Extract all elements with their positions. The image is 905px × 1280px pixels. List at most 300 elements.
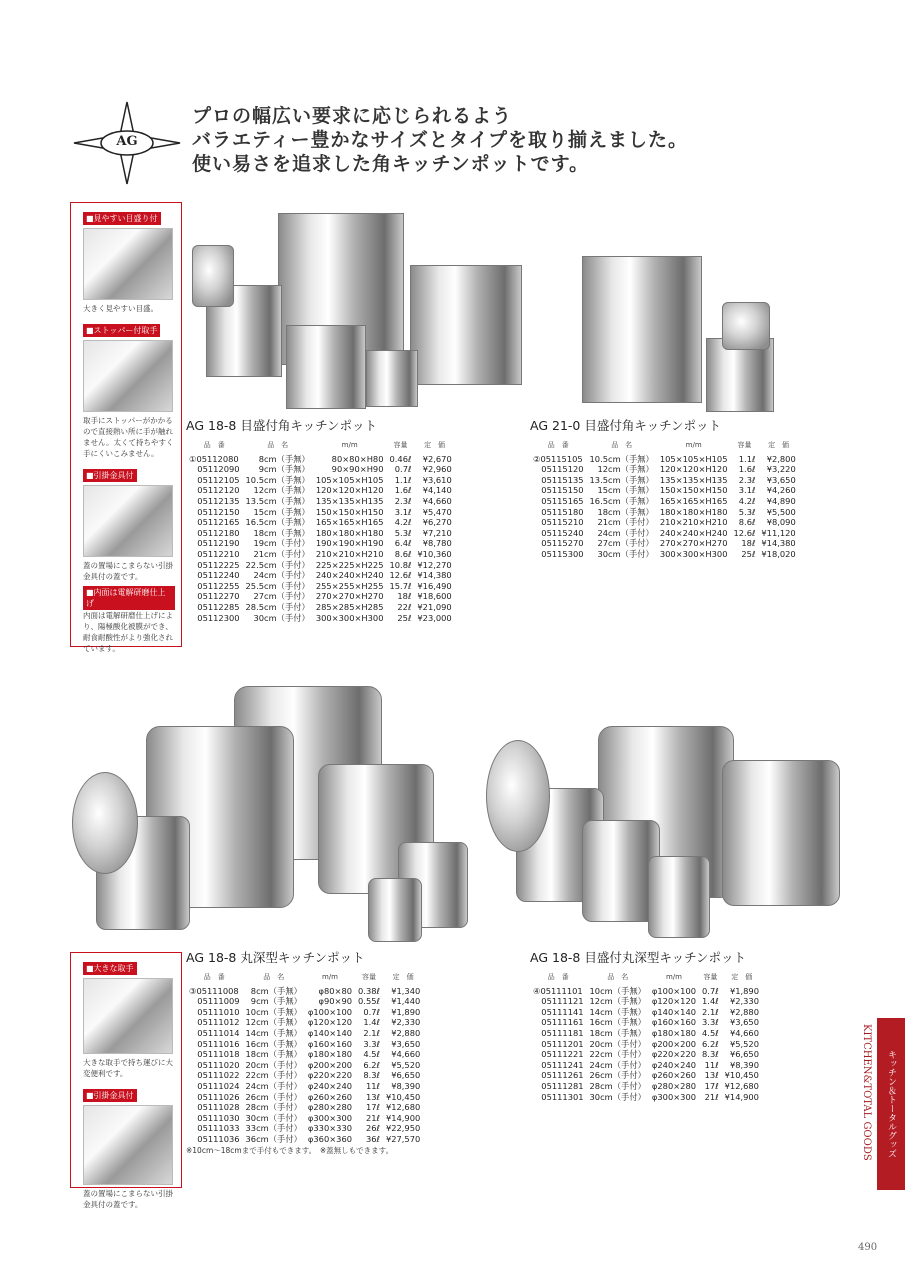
cell-name: 16.5cm（手無） — [245, 517, 310, 528]
spec-table — [186, 440, 455, 623]
cell-name: 18cm（手無） — [589, 1027, 646, 1038]
cell-size: 105×105×H105 — [315, 474, 384, 485]
cell-price: ¥10,360 — [417, 548, 452, 559]
cell-capacity: 4.2ℓ — [394, 517, 412, 528]
table-body — [186, 454, 455, 624]
cell-price: ¥6,650 — [391, 1070, 421, 1081]
pot-image — [368, 878, 422, 942]
cell-code: 05111281 — [533, 1080, 584, 1091]
feature-desc: 大きな取手で持ち運びに大変便利です。 — [83, 1058, 173, 1078]
cell-capacity: 21ℓ — [704, 1091, 719, 1102]
cell-price: ¥5,470 — [422, 506, 452, 517]
table-row — [186, 1017, 423, 1028]
cell-size: 135×135×H135 — [659, 474, 728, 485]
cell-size: 210×210×H210 — [315, 548, 384, 559]
table-row — [530, 464, 799, 475]
cell-name: 30cm（手付） — [245, 1112, 302, 1123]
cell-name: 30cm（手付） — [597, 548, 654, 559]
cell-capacity: 8.6ℓ — [738, 517, 756, 528]
product-block-2 — [530, 416, 799, 560]
pot-image — [648, 856, 710, 938]
cell-size: φ120×120 — [651, 996, 697, 1007]
table-row — [530, 485, 799, 496]
lid-image — [722, 302, 770, 350]
table-row — [186, 1123, 423, 1134]
feature-block — [83, 206, 175, 314]
cell-name: 12cm（手無） — [245, 1017, 302, 1028]
feature-tag: ■見やすい目盛り付 — [83, 212, 161, 225]
table-row — [186, 549, 455, 560]
cell-code: 05111026 — [189, 1091, 240, 1102]
table-row — [530, 1028, 762, 1039]
cell-capacity: 0.7ℓ — [394, 464, 412, 475]
cell-size: 240×240×H240 — [315, 570, 384, 581]
cell-capacity: 3.3ℓ — [363, 1038, 380, 1049]
cell-code: ①05112080 — [189, 453, 239, 464]
cell-capacity: 13ℓ — [365, 1091, 380, 1102]
col-cap: 容量 — [393, 441, 408, 449]
cell-capacity: 6.4ℓ — [394, 538, 412, 549]
cell-price: ¥2,330 — [729, 996, 759, 1007]
feature-block — [83, 1083, 175, 1210]
product-block-4 — [530, 948, 762, 1102]
product-block-3 — [186, 948, 423, 1156]
cell-code: 05112150 — [189, 506, 240, 517]
cell-code: 05111221 — [533, 1049, 584, 1060]
cell-size: φ140×140 — [651, 1006, 697, 1017]
cell-size: 210×210×H210 — [659, 517, 728, 528]
cell-price: ¥1,340 — [391, 985, 421, 996]
cell-capacity: 17ℓ — [365, 1102, 380, 1113]
cell-capacity: 2.3ℓ — [738, 474, 756, 485]
cell-name: 24cm（手付） — [589, 1059, 646, 1070]
cell-price: ¥4,660 — [729, 1027, 759, 1038]
table-row — [530, 1092, 762, 1103]
cell-code: 05115210 — [533, 517, 584, 528]
cell-code: 05111028 — [189, 1102, 240, 1113]
cell-price: ¥6,650 — [729, 1049, 759, 1060]
col-mm: m/m — [341, 441, 358, 449]
cell-price: ¥12,680 — [724, 1080, 759, 1091]
cell-name: 16.5cm（手無） — [589, 495, 654, 506]
cell-size: 240×240×H240 — [659, 527, 728, 538]
table-row — [186, 517, 455, 528]
cell-code: 05111016 — [189, 1038, 240, 1049]
cell-name: 28cm（手付） — [245, 1102, 302, 1113]
cell-name: 18cm（手無） — [597, 506, 654, 517]
cell-size: 255×255×H255 — [315, 580, 384, 591]
table-row — [186, 496, 455, 507]
table-row — [186, 1060, 423, 1071]
cell-code: 05112285 — [189, 601, 240, 612]
feature-desc: 取手にストッパーがかかるので直接熱い所に手が触れません。太くて持ちやすく手にくいこみません。 — [83, 416, 174, 458]
cell-size: 165×165×H165 — [315, 517, 384, 528]
cell-name: 27cm（手付） — [253, 591, 310, 602]
cell-code: ②05115105 — [533, 453, 583, 464]
cell-size: φ260×260 — [651, 1070, 697, 1081]
feature-desc: 大きく見やすい目盛。 — [83, 304, 158, 313]
cell-name: 33cm（手付） — [245, 1123, 302, 1134]
cell-code: 05111012 — [189, 1017, 240, 1028]
cell-size: φ100×100 — [651, 985, 697, 996]
cell-name: 28cm（手付） — [589, 1080, 646, 1091]
cell-code: 05111301 — [533, 1091, 584, 1102]
cell-price: ¥11,120 — [761, 527, 796, 538]
cell-size: 285×285×H285 — [315, 601, 384, 612]
cell-price: ¥21,090 — [417, 601, 452, 612]
spec-table — [186, 972, 423, 1145]
cell-code: 05115165 — [533, 495, 584, 506]
cell-size: φ100×100 — [307, 1006, 353, 1017]
cell-price: ¥14,380 — [761, 538, 796, 549]
table-body — [530, 986, 762, 1103]
table-body — [186, 986, 423, 1145]
feature-tag: ■引掛金具付 — [83, 1089, 137, 1102]
cell-capacity: 4.5ℓ — [363, 1049, 380, 1060]
cell-size: φ200×200 — [651, 1038, 697, 1049]
cell-code: 05115270 — [533, 538, 584, 549]
cell-name: 22cm（手付） — [245, 1070, 302, 1081]
cell-code: 05111121 — [533, 996, 584, 1007]
cell-code: 05115120 — [533, 464, 584, 475]
cell-capacity: 18ℓ — [741, 538, 756, 549]
cell-capacity: 36ℓ — [365, 1133, 380, 1144]
cell-capacity: 18ℓ — [397, 591, 412, 602]
handle-photo — [83, 340, 173, 412]
cell-price: ¥5,520 — [391, 1059, 421, 1070]
cell-name: 22cm（手付） — [589, 1049, 646, 1060]
cell-name: 15cm（手無） — [253, 506, 310, 517]
feature-tag: ■引掛金具付 — [83, 469, 137, 482]
cell-size: 300×300×H300 — [659, 548, 728, 559]
cell-capacity: 25ℓ — [397, 612, 412, 623]
product-photo-square-18-8 — [186, 205, 531, 415]
table-row — [530, 1039, 762, 1050]
table-row — [186, 1092, 423, 1103]
cell-code: 05112135 — [189, 495, 240, 506]
cell-price: ¥14,380 — [417, 570, 452, 581]
large-handle-photo — [83, 978, 173, 1054]
cell-name: 10cm（手無） — [589, 985, 646, 996]
table-row — [530, 1007, 762, 1018]
cell-code: 05111018 — [189, 1049, 240, 1060]
lid-hook-photo — [83, 1105, 173, 1185]
product-photo-square-21-0 — [576, 250, 776, 415]
cell-name: 36cm（手付） — [245, 1133, 302, 1144]
cell-capacity: 15.7ℓ — [389, 580, 412, 591]
hook-photo — [83, 485, 173, 557]
cell-code: 05111009 — [189, 996, 240, 1007]
cell-capacity: 5.3ℓ — [394, 527, 412, 538]
table-row — [186, 560, 455, 571]
cell-name: 16cm（手無） — [589, 1017, 646, 1028]
table-row — [186, 1070, 423, 1081]
cell-price: ¥4,890 — [766, 495, 796, 506]
table-row — [186, 986, 423, 997]
col-price: 定 価 — [731, 973, 753, 981]
page-number: 490 — [858, 1242, 878, 1253]
cell-capacity: 26ℓ — [365, 1123, 380, 1134]
cell-price: ¥10,450 — [724, 1070, 759, 1081]
table-row — [530, 996, 762, 1007]
cell-price: ¥18,020 — [761, 548, 796, 559]
cell-name: 30cm（手付） — [589, 1091, 646, 1102]
cell-capacity: 1.4ℓ — [702, 996, 719, 1007]
cell-code: 05112190 — [189, 538, 240, 549]
cell-capacity: 1.1ℓ — [394, 474, 412, 485]
product-title: AG 18-8 丸深型キッチンポット — [186, 950, 365, 965]
col-price: 定 価 — [424, 441, 446, 449]
cell-size: φ280×280 — [651, 1080, 697, 1091]
product-block-1 — [186, 416, 455, 623]
header-line: プロの幅広い要求に応じられるよう — [192, 105, 513, 127]
col-mm: m/m — [685, 441, 702, 449]
table-header-row — [530, 972, 762, 986]
table-row — [530, 549, 799, 560]
category-label: KITCHEN&TOTAL GOODS — [861, 1024, 872, 1161]
cell-name: 14cm（手無） — [589, 1006, 646, 1017]
product-photo-round-deep — [72, 672, 472, 947]
cell-code: 05112270 — [189, 591, 240, 602]
cell-price: ¥8,090 — [766, 517, 796, 528]
feature-tag: ■内面は電解研磨仕上げ — [83, 586, 175, 610]
table-row — [186, 538, 455, 549]
cell-price: ¥27,570 — [385, 1133, 421, 1144]
col-cap: 容量 — [737, 441, 752, 449]
cell-price: ¥6,270 — [422, 517, 452, 528]
cell-size: 150×150×H150 — [315, 506, 384, 517]
table-row — [186, 464, 455, 475]
col-mm: m/m — [321, 973, 338, 981]
cell-price: ¥18,600 — [417, 591, 452, 602]
cell-price: ¥7,210 — [422, 527, 452, 538]
table-row — [186, 475, 455, 486]
table-row — [186, 591, 455, 602]
col-code: 品 番 — [547, 973, 569, 981]
feature-block — [83, 956, 175, 1079]
cell-size: 120×120×H120 — [315, 485, 384, 496]
cell-name: 30cm（手付） — [253, 612, 310, 623]
cell-capacity: 4.5ℓ — [702, 1027, 719, 1038]
cell-capacity: 22ℓ — [397, 601, 412, 612]
cell-price: ¥5,520 — [729, 1038, 759, 1049]
cell-capacity: 1.6ℓ — [394, 485, 412, 496]
cell-code: 05112090 — [189, 464, 240, 475]
cell-price: ¥22,950 — [385, 1123, 421, 1134]
cell-code: 05112240 — [189, 570, 240, 581]
product-photo-round-graduated — [486, 720, 850, 942]
table-row — [530, 1081, 762, 1092]
cell-price: ¥2,880 — [729, 1006, 759, 1017]
cell-name: 19cm（手付） — [253, 538, 310, 549]
cell-capacity: 8.6ℓ — [394, 548, 412, 559]
spec-table — [530, 972, 762, 1102]
cell-name: 10.5cm（手無） — [589, 453, 654, 464]
cell-price: ¥1,890 — [729, 985, 759, 996]
cell-size: φ280×280 — [307, 1102, 353, 1113]
table-row — [186, 1134, 423, 1145]
cell-name: 24cm（手付） — [253, 570, 310, 581]
cell-capacity: 1.1ℓ — [738, 453, 756, 464]
table-row — [186, 996, 423, 1007]
table-row — [186, 507, 455, 518]
col-code: 品 番 — [547, 441, 569, 449]
cell-capacity: 0.7ℓ — [702, 985, 719, 996]
cell-name: 12cm（手無） — [589, 996, 646, 1007]
cell-name: 10.5cm（手無） — [245, 474, 310, 485]
cell-name: 8cm（手無） — [258, 453, 310, 464]
pot-image — [722, 760, 840, 906]
cell-code: 05111024 — [189, 1080, 240, 1091]
feature-block — [83, 318, 175, 459]
cell-size: 135×135×H135 — [315, 495, 384, 506]
cell-capacity: 4.2ℓ — [738, 495, 756, 506]
cell-code: 05111261 — [533, 1070, 584, 1081]
cell-name: 15cm（手無） — [597, 485, 654, 496]
cell-capacity: 0.38ℓ — [358, 985, 380, 996]
cell-code: 05112165 — [189, 517, 240, 528]
cell-capacity: 0.7ℓ — [363, 1006, 380, 1017]
cell-price: ¥14,900 — [724, 1091, 759, 1102]
cell-capacity: 2.1ℓ — [702, 1006, 719, 1017]
cell-capacity: 11ℓ — [704, 1059, 719, 1070]
cell-name: 20cm（手付） — [589, 1038, 646, 1049]
cell-price: ¥4,140 — [422, 485, 452, 496]
cell-code: 05112120 — [189, 485, 240, 496]
table-row — [186, 1049, 423, 1060]
cell-price: ¥2,800 — [766, 453, 796, 464]
col-price: 定 価 — [392, 973, 414, 981]
table-row — [530, 475, 799, 486]
cell-name: 18cm（手無） — [253, 527, 310, 538]
cell-price: ¥4,660 — [391, 1049, 421, 1060]
cell-code: ④05111101 — [533, 985, 583, 996]
table-row — [186, 581, 455, 592]
cell-size: φ260×260 — [307, 1091, 353, 1102]
cell-size: φ120×120 — [307, 1017, 353, 1028]
cell-price: ¥2,880 — [391, 1027, 421, 1038]
table-row — [530, 507, 799, 518]
cell-size: 150×150×H150 — [659, 485, 728, 496]
cell-name: 24cm（手付） — [597, 527, 654, 538]
spec-table — [530, 440, 799, 560]
cell-code: 05111201 — [533, 1038, 584, 1049]
cell-price: ¥8,390 — [391, 1080, 421, 1091]
cell-size: φ180×180 — [307, 1049, 353, 1060]
cell-name: 14cm（手無） — [245, 1027, 302, 1038]
cell-capacity: 8.3ℓ — [702, 1049, 719, 1060]
feature-desc: 蓋の置場にこまらない引掛金具付の蓋です。 — [83, 1189, 173, 1209]
cell-capacity: 12.6ℓ — [733, 527, 756, 538]
col-code: 品 番 — [203, 441, 225, 449]
cell-capacity: 3.1ℓ — [394, 506, 412, 517]
cell-code: 05115300 — [533, 548, 584, 559]
cell-size: 105×105×H105 — [659, 453, 728, 464]
cell-size: 225×225×H225 — [315, 559, 384, 570]
cell-size: 270×270×H270 — [315, 591, 384, 602]
cell-code: 05111036 — [189, 1133, 240, 1144]
product-title: AG 18-8 目盛付角キッチンポット — [186, 418, 377, 433]
cell-price: ¥8,390 — [729, 1059, 759, 1070]
cell-price: ¥2,330 — [391, 1017, 421, 1028]
logo-text: AG — [116, 134, 138, 149]
cell-code: 05111033 — [189, 1123, 240, 1134]
cell-name: 12cm（手無） — [253, 485, 310, 496]
cell-price: ¥5,500 — [766, 506, 796, 517]
col-cap: 容量 — [361, 973, 376, 981]
cell-capacity: 11ℓ — [365, 1080, 380, 1091]
table-row — [530, 1017, 762, 1028]
cell-size: φ160×160 — [307, 1038, 353, 1049]
cell-name: 21cm（手付） — [597, 517, 654, 528]
cell-code: 05111030 — [189, 1112, 240, 1123]
table-row — [530, 538, 799, 549]
pot-image — [582, 256, 702, 403]
cell-name: 12cm（手無） — [597, 464, 654, 475]
cell-name: 24cm（手付） — [245, 1080, 302, 1091]
cell-size: 90×90×H90 — [331, 464, 384, 475]
cell-capacity: 21ℓ — [365, 1112, 380, 1123]
table-row — [186, 454, 455, 465]
cell-code: 05112210 — [189, 548, 240, 559]
table-row — [186, 485, 455, 496]
cell-size: φ240×240 — [651, 1059, 697, 1070]
cell-price: ¥1,890 — [391, 1006, 421, 1017]
cell-price: ¥3,650 — [391, 1038, 421, 1049]
cell-price: ¥8,780 — [422, 538, 452, 549]
feature-tag: ■大きな取手 — [83, 962, 137, 975]
cell-name: 28.5cm（手付） — [245, 601, 310, 612]
cell-capacity: 3.3ℓ — [702, 1017, 719, 1028]
cell-price: ¥16,490 — [417, 580, 452, 591]
cell-size: 180×180×H180 — [315, 527, 384, 538]
cell-name: 10cm（手無） — [245, 1006, 302, 1017]
cell-price: ¥12,680 — [385, 1102, 421, 1113]
col-name: 品 名 — [267, 441, 289, 449]
cell-size: φ180×180 — [651, 1027, 697, 1038]
cell-code: 05111020 — [189, 1059, 240, 1070]
cell-capacity: 12.6ℓ — [389, 570, 412, 581]
pot-image — [286, 325, 366, 409]
cell-code: 05115180 — [533, 506, 584, 517]
table-row — [530, 1060, 762, 1071]
table-row — [186, 1102, 423, 1113]
table-row — [186, 613, 455, 624]
cell-capacity: 5.3ℓ — [738, 506, 756, 517]
cell-price: ¥3,220 — [766, 464, 796, 475]
col-name: 品 名 — [263, 973, 285, 981]
cell-size: φ300×300 — [651, 1091, 697, 1102]
col-cap: 容量 — [703, 973, 718, 981]
sidebar-bottom — [83, 956, 175, 1210]
cell-price: ¥14,900 — [385, 1112, 421, 1123]
cell-size: φ220×220 — [307, 1070, 353, 1081]
table-row — [186, 1081, 423, 1092]
product-title: AG 21-0 目盛付角キッチンポット — [530, 418, 721, 433]
cell-code: 05111022 — [189, 1070, 240, 1081]
cell-size: φ240×240 — [307, 1080, 353, 1091]
cell-capacity: 3.1ℓ — [738, 485, 756, 496]
feature-desc: 蓋の置場にこまらない引掛金具付の蓋です。 — [83, 561, 173, 581]
cell-price: ¥10,450 — [385, 1091, 421, 1102]
cell-name: 21cm（手付） — [253, 548, 310, 559]
cell-code: 05115135 — [533, 474, 584, 485]
cell-capacity: 8.3ℓ — [363, 1070, 380, 1081]
cell-price: ¥23,000 — [417, 612, 452, 623]
cell-size: 190×190×H190 — [315, 538, 384, 549]
cell-code: 05111141 — [533, 1006, 584, 1017]
cell-code: 05111241 — [533, 1059, 584, 1070]
